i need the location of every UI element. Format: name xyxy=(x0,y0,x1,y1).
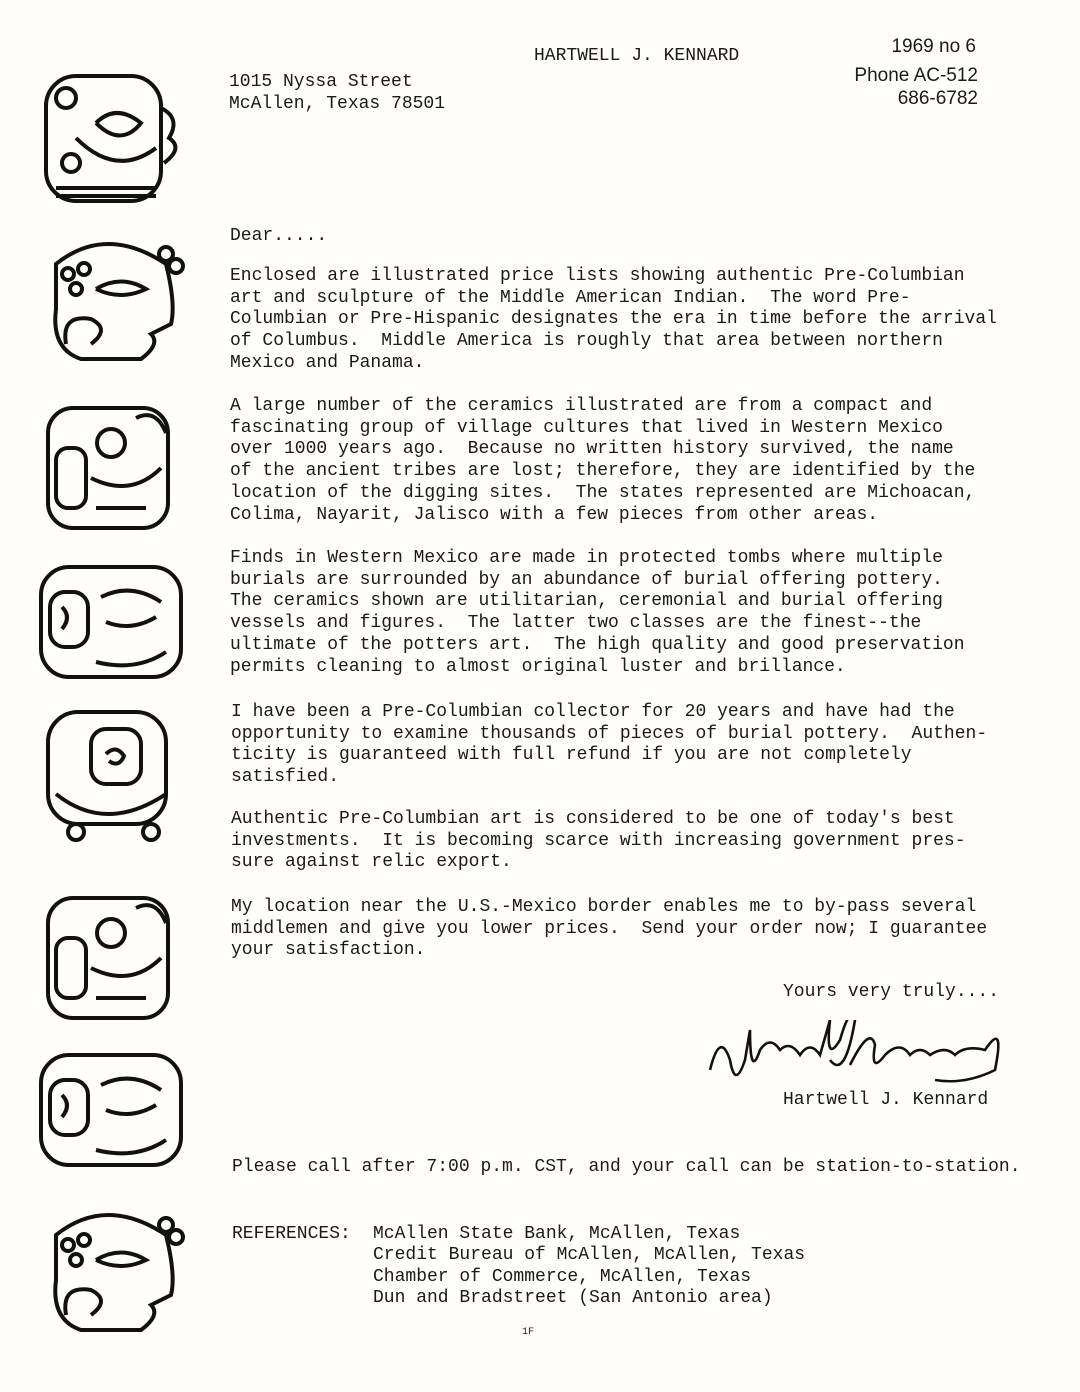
page-code: 1F xyxy=(522,1327,535,1338)
phone-line-1: Phone AC-512 xyxy=(854,65,978,86)
mayan-glyph-icon xyxy=(36,552,186,692)
closing: Yours very truly.... xyxy=(783,982,1000,1002)
paragraph: A large number of the ceramics illustrated are from a compact and fascinating group of village cultures that lived in Western Mexico over 1000 years ago. Because no written history survived, the name of the ancient tribes are lost; therefore, they are identified by the location of the digging sites. The states represented are Michoacan, Colima, Nayarit, Jalisco with a few pieces from other areas. xyxy=(230,396,976,525)
paragraph: My location near the U.S.-Mexico border enables me to by-pass several middlemen and give you lower prices. Send your order now; I guarantee your satisfaction. xyxy=(231,897,988,961)
mayan-glyph-icon xyxy=(36,1040,186,1180)
call-note: Please call after 7:00 p.m. CST, and your call can be station-to-station. xyxy=(232,1157,1021,1177)
signer-name: Hartwell J. Kennard xyxy=(783,1090,989,1110)
address-line-2: McAllen, Texas 78501 xyxy=(229,94,446,114)
paragraph: Finds in Western Mexico are made in protected tombs where multiple burials are surrounded by an abundance of burial offering pottery. The ceramics shown are utilitarian, ceremonial and burial offering vessels and figures. The latter two classes are the finest--the ultimate of the potters art. The high quality and good preservation permits cleaning to almost original luster and brillance. xyxy=(230,548,965,677)
mayan-glyph-icon xyxy=(36,704,186,844)
salutation: Dear..... xyxy=(230,226,328,246)
paragraph: Enclosed are illustrated price lists showing authentic Pre-Columbian art and sculpture of the Middle American Indian. The word Pre- Columbian or Pre-Hispanic designates the era in time before the arrival of Columbus. Middle America is roughly that area between northern Mexico and Panama. xyxy=(230,266,997,373)
mayan-glyph-icon xyxy=(36,68,186,208)
paragraph: I have been a Pre-Columbian collector for 20 years and have had the opportunity to examine thousands of pieces of burial pottery. Authen- ticity is guaranteed with full refund if you are not completely satisfied. xyxy=(231,702,988,788)
signature-image xyxy=(700,1020,1030,1100)
mayan-glyph-icon xyxy=(36,1205,186,1345)
handwritten-annotation: 1969 no 6 xyxy=(891,36,976,57)
letterhead-name: HARTWELL J. KENNARD xyxy=(534,46,740,66)
references-label: REFERENCES: xyxy=(232,1224,351,1244)
phone-line-2: 686-6782 xyxy=(897,88,978,109)
mayan-glyph-icon xyxy=(36,888,186,1028)
mayan-glyph-icon xyxy=(36,398,186,538)
reference-item: Dun and Bradstreet (San Antonio area) xyxy=(373,1288,773,1308)
mayan-glyph-icon xyxy=(36,234,186,374)
reference-item: Chamber of Commerce, McAllen, Texas xyxy=(373,1267,752,1287)
reference-item: Credit Bureau of McAllen, McAllen, Texas xyxy=(373,1245,806,1265)
address-line-1: 1015 Nyssa Street xyxy=(229,72,413,92)
paragraph: Authentic Pre-Columbian art is considered to be one of today's best investments. It is becoming scarce with increasing government pres- sure against relic export. xyxy=(231,809,966,873)
reference-item: McAllen State Bank, McAllen, Texas xyxy=(373,1224,741,1244)
